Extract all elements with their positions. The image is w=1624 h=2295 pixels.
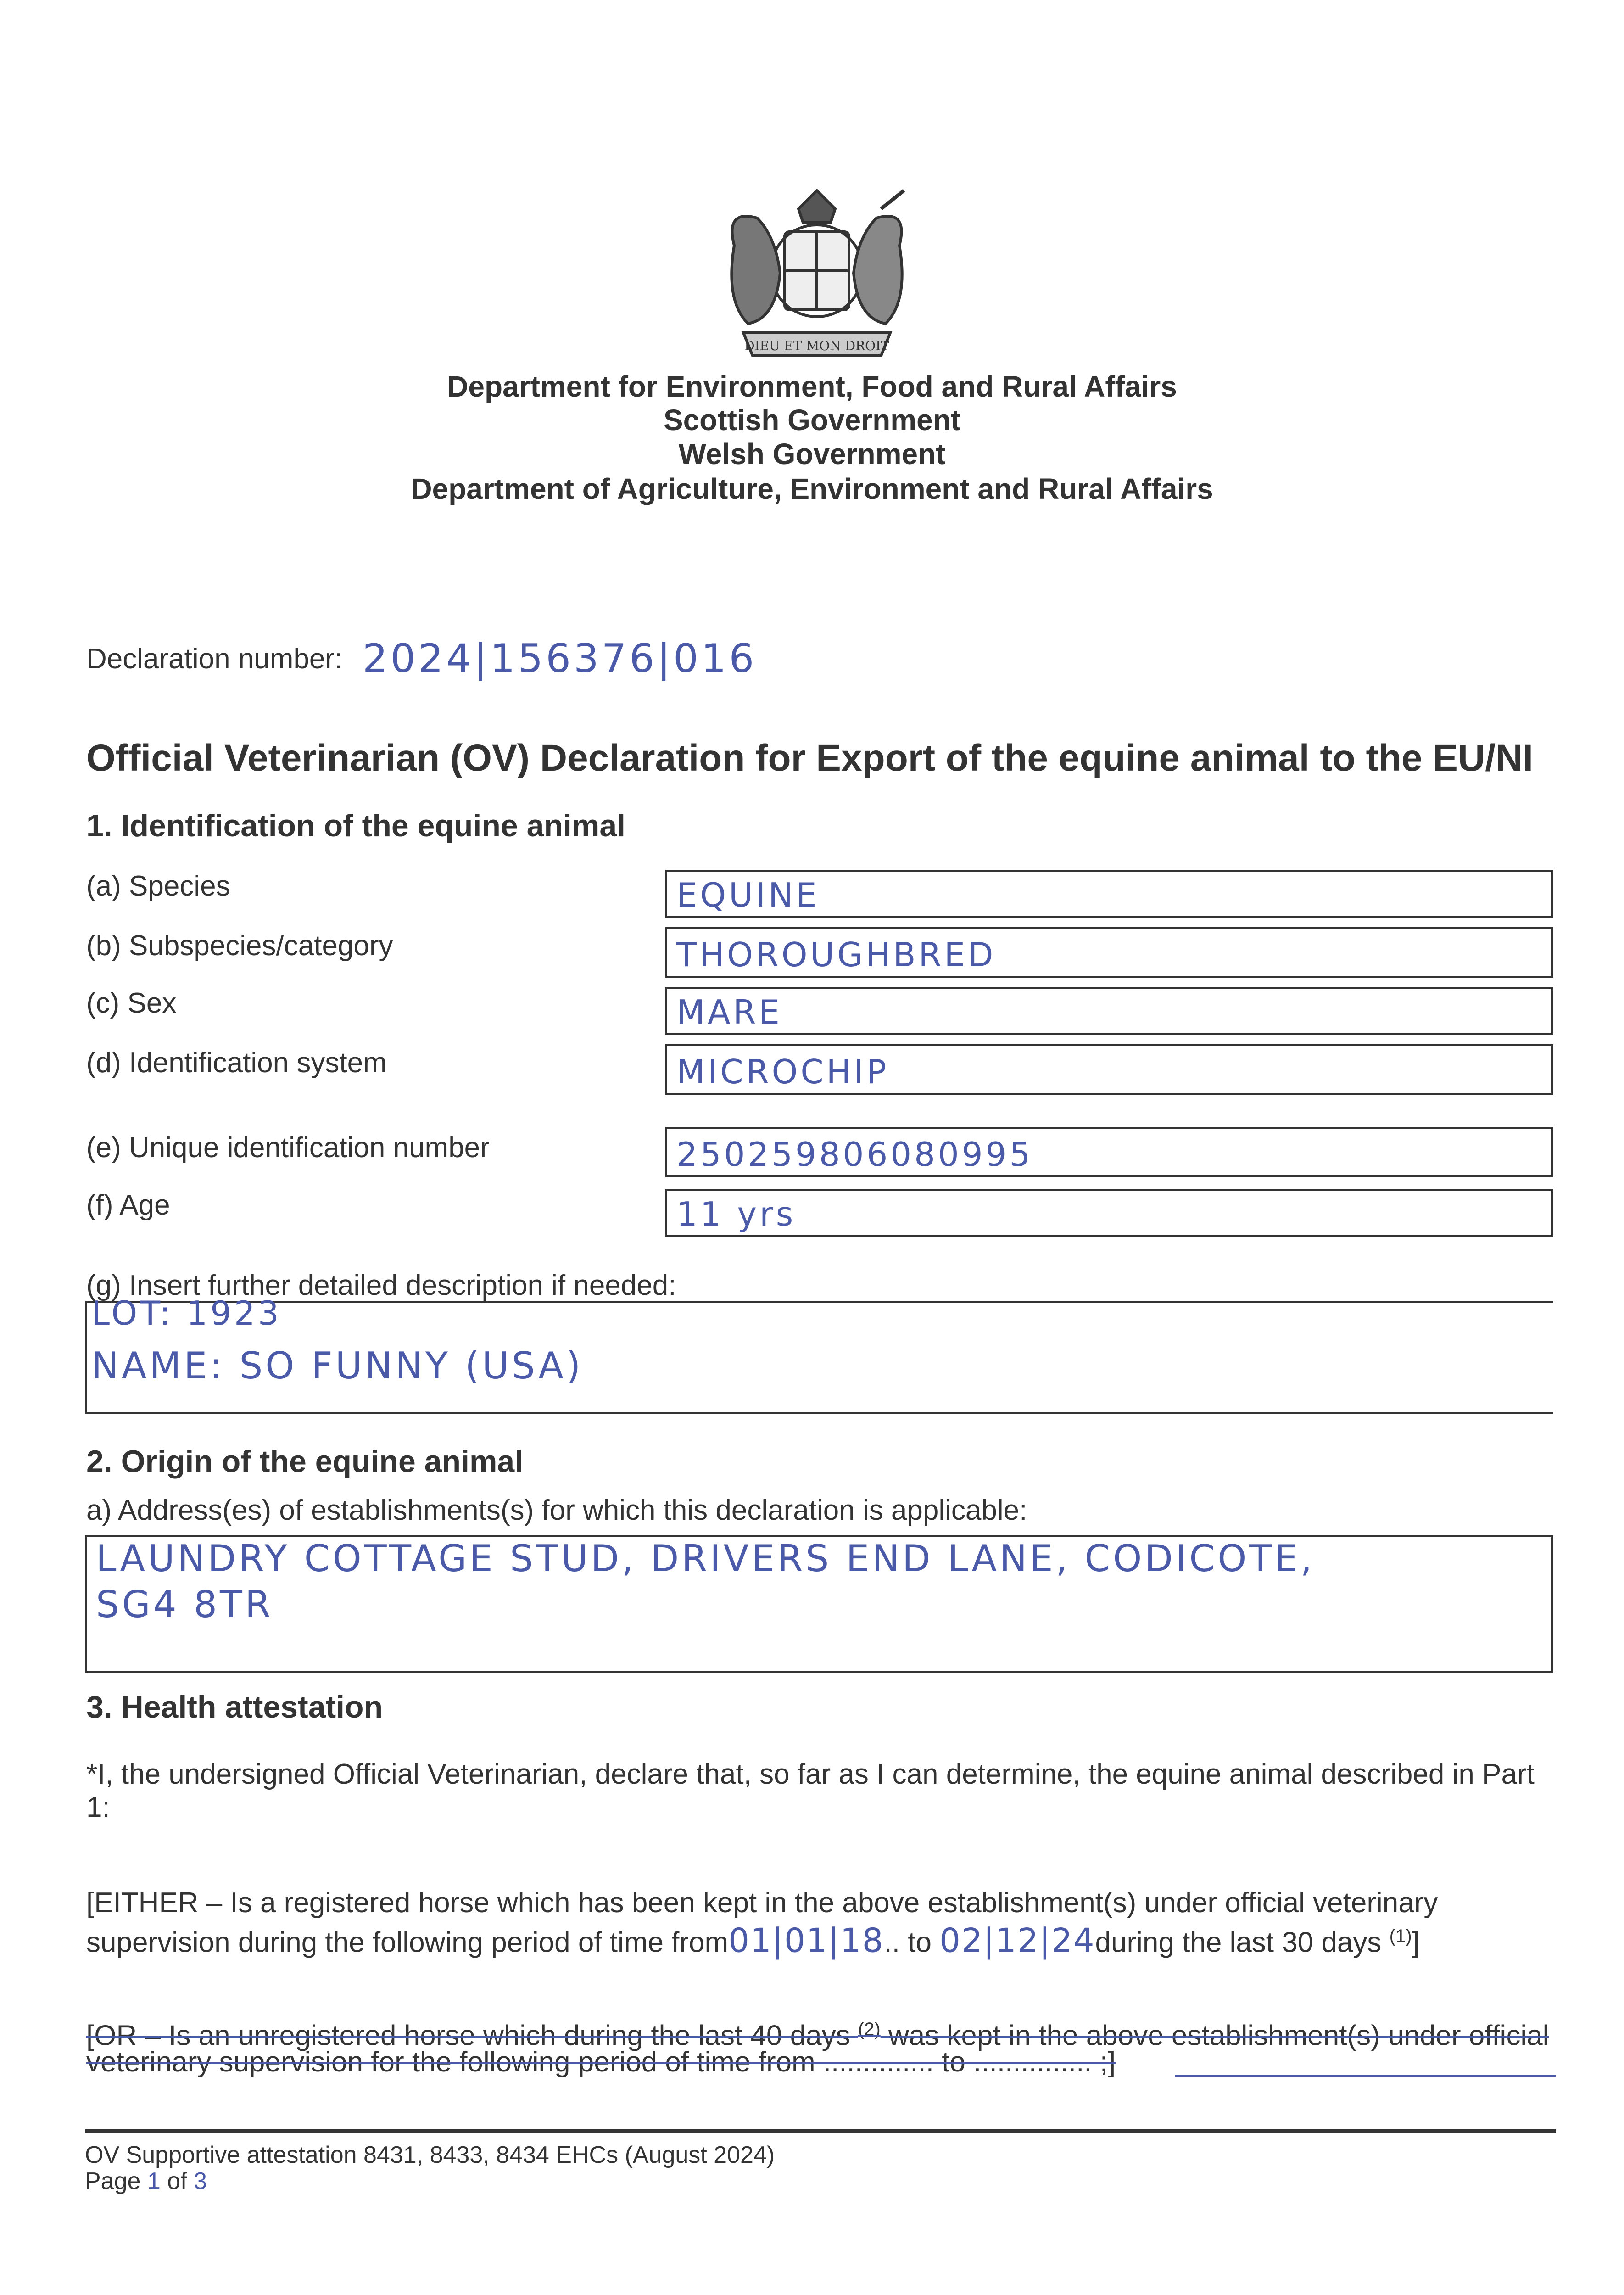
further-description-line-1: LOT: 1923 [91,1294,282,1332]
unique-id-label: (e) Unique identification number [86,1132,490,1164]
footnote-2-ref: (2) [858,2019,881,2039]
subspecies-field [665,927,1553,978]
either-period-prefix: supervision during the following period of time from [86,1926,729,1959]
page-prefix: Page [85,2168,141,2194]
address-line-1: LAUNDRY COTTAGE STUD, DRIVERS END LANE, CODICOTE, [96,1537,1315,1580]
identification-system-value: MICROCHIP [676,1052,889,1091]
either-to-word: to [908,1926,932,1959]
org-defra: Department for Environment, Food and Rural Affairs [447,370,1177,403]
either-clause-line-1: [EITHER – Is a registered horse which has been kept in the above establishment(s) under official veterinary [86,1887,1438,1919]
or-clause-strike-line [1175,2075,1556,2077]
or-clause-end: was kept in the above establishment(s) under official [888,2020,1549,2052]
footer-rule [85,2129,1556,2133]
either-period-suffix: during the last 30 days [1095,1926,1382,1959]
further-description-line-2: NAME: SO FUNNY (USA) [91,1344,584,1387]
species-label: (a) Species [86,870,230,902]
health-intro: *I, the undersigned Official Veterinarian, declare that, so far as I can determine, the equine animal described in Part 1: [86,1758,1535,1823]
or-clause-line-2: veterinary supervision for the following period of time from .............. to ............... ;] [86,2046,1116,2078]
either-from-date: 01|01|18 [728,1921,884,1960]
org-welsh-gov: Welsh Government [678,437,946,470]
either-clause-line-2 [86,1920,1420,1959]
subspecies-value: THOROUGHBRED [676,935,996,974]
current-page: 1 [147,2168,161,2194]
section-3-heading: 3. Health attestation [86,1690,383,1724]
page-number [85,2167,207,2195]
age-field [665,1189,1553,1237]
identification-system-label: (d) Identification system [86,1047,387,1079]
or-clause-start: [OR – Is an unregistered horse which during the last 40 days [86,2020,850,2052]
address-label: a) Address(es) of establishments(s) for which this declaration is applicable: [86,1495,1027,1526]
species-value: EQUINE [676,876,820,914]
sex-label: (c) Sex [86,987,177,1019]
either-close: ] [1412,1926,1420,1959]
footer-attestation: OV Supportive attestation 8431, 8433, 8434 EHCs (August 2024) [85,2142,775,2168]
sex-field [665,987,1553,1035]
page-title: Official Veterinarian (OV) Declaration for Export of the equine animal to the EU/NI [86,737,1533,779]
identification-system-field [665,1044,1553,1095]
declaration-number-label: Declaration number: [86,643,343,675]
either-to-date: 02|12|24 [939,1921,1095,1960]
either-dots: .. [884,1926,900,1959]
footnote-1-ref: (1) [1389,1926,1412,1946]
subspecies-label: (b) Subspecies/category [86,930,393,962]
org-daera: Department of Agriculture, Environment and Rural Affairs [411,472,1213,505]
unique-id-value: 250259806080995 [676,1135,1033,1174]
further-description-label: (g) Insert further detailed description if needed: [86,1270,676,1301]
species-field [665,870,1553,918]
address-line-2: SG4 8TR [96,1583,273,1626]
age-value: 11 yrs [676,1195,796,1233]
unique-id-field [665,1127,1553,1177]
org-scottish-gov: Scottish Government [663,403,961,437]
further-description-box [85,1294,1553,1414]
address-box [85,1535,1553,1673]
section-2-heading: 2. Origin of the equine animal [86,1444,524,1479]
royal-coat-of-arms [707,181,927,365]
sex-value: MARE [676,993,782,1031]
total-pages: 3 [194,2168,207,2194]
age-label: (f) Age [86,1189,170,1221]
page-of: of [167,2168,187,2194]
section-1-heading: 1. Identification of the equine animal [86,808,626,843]
crest-motto: DIEU ET MON DROIT [744,338,889,353]
declaration-number-value: 2024|156376|016 [363,636,757,682]
